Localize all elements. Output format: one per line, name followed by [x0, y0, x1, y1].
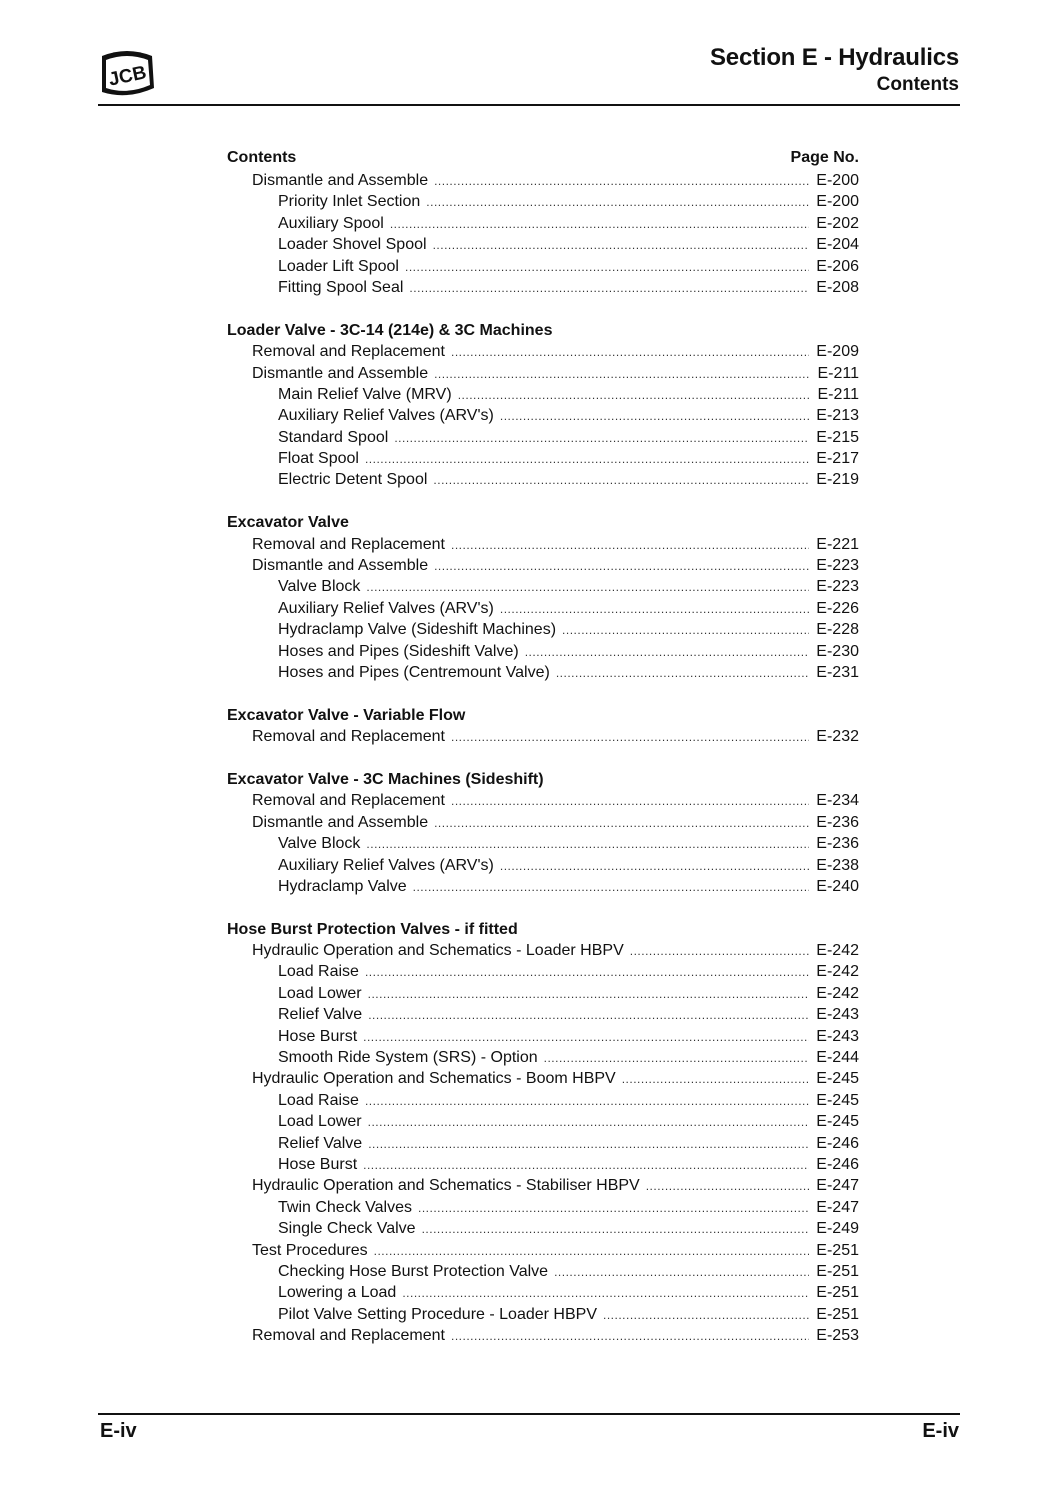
- jcb-logo: [96, 46, 158, 102]
- dot-leader: [365, 449, 809, 470]
- toc-entry-page: E-251: [816, 1241, 859, 1259]
- toc-group-heading: Hose Burst Protection Valves - if fitted: [227, 920, 518, 938]
- toc-entry[interactable]: [227, 1197, 859, 1218]
- toc-entry-title: Dismantle and Assemble: [252, 172, 429, 189]
- toc-entry[interactable]: [227, 1133, 859, 1154]
- dot-leader: [363, 1155, 809, 1176]
- dot-leader: [451, 1326, 809, 1347]
- toc-entry-title: Auxiliary Relief Valves (ARV's): [278, 599, 494, 617]
- toc-entry-page: E-230: [816, 642, 859, 660]
- toc-entry-title: Auxiliary Relief Valves (ARV's): [278, 407, 494, 425]
- dot-leader: [434, 813, 809, 834]
- toc-group-heading: Excavator Valve - 3C Machines (Sideshift): [227, 770, 544, 788]
- toc-entry[interactable]: [227, 961, 859, 982]
- toc-entry-title: Removal and Replacement: [252, 343, 445, 361]
- toc-entry-page: E-236: [816, 813, 859, 831]
- toc-entry[interactable]: [227, 833, 859, 854]
- toc-entry[interactable]: [227, 619, 859, 640]
- toc-entry-page: E-209: [816, 343, 859, 361]
- toc-entry-title: Hose Burst: [278, 1027, 358, 1045]
- toc-entry[interactable]: [227, 1026, 859, 1047]
- toc-entry-page: E-228: [816, 621, 859, 639]
- toc-entry[interactable]: [227, 277, 859, 298]
- toc-entry-title: Single Check Valve: [278, 1220, 416, 1238]
- toc-entry-page: E-251: [816, 1305, 859, 1323]
- toc-entry-page: E-200: [816, 193, 859, 211]
- toc-group-heading: Excavator Valve - Variable Flow: [227, 706, 466, 724]
- toc-entry-title: Load Lower: [278, 984, 362, 1002]
- toc-entry[interactable]: [227, 555, 859, 576]
- toc-entry-title: Auxiliary Spool: [278, 214, 384, 232]
- footer-page-right: E-iv: [922, 1420, 959, 1442]
- toc-entry[interactable]: [227, 469, 859, 490]
- toc-entry-page: E-242: [816, 963, 859, 981]
- toc-entry-page: E-204: [816, 236, 859, 254]
- header-rule: [98, 104, 960, 106]
- dot-leader: [544, 1048, 809, 1069]
- toc-entry-title: Load Raise: [278, 1091, 359, 1109]
- dot-leader: [394, 428, 809, 449]
- toc-entry[interactable]: [227, 726, 859, 747]
- dot-leader: [433, 470, 809, 491]
- toc-entry[interactable]: [227, 1154, 859, 1175]
- toc-entry[interactable]: [227, 448, 859, 469]
- toc-group-heading: Loader Valve - 3C-14 (214e) & 3C Machines: [227, 321, 553, 339]
- toc-entry-page: E-251: [816, 1262, 859, 1280]
- dot-leader: [366, 577, 809, 598]
- toc-entry-title: Relief Valve: [278, 1006, 363, 1024]
- toc-entry-title: Hoses and Pipes (Centremount Valve): [278, 663, 550, 681]
- section-title: Section E - Hydraulics: [709, 44, 959, 71]
- toc-entry-page: E-243: [816, 1027, 859, 1045]
- toc-entry-page: E-245: [816, 1091, 859, 1109]
- toc-entry[interactable]: [227, 876, 859, 897]
- toc-entry-title: Hydraclamp Valve (Sideshift Machines): [278, 621, 557, 639]
- toc-entry-title: Removal and Replacement: [252, 535, 445, 553]
- toc-entry-page: E-208: [816, 278, 859, 296]
- dot-leader: [409, 278, 809, 299]
- toc-entry[interactable]: [227, 855, 859, 876]
- toc-entry[interactable]: [227, 256, 859, 277]
- toc-entry-page: E-242: [816, 942, 859, 960]
- toc-entry-title: Float Spool: [278, 450, 359, 468]
- toc-entry-page: E-211: [817, 364, 859, 382]
- toc-entry-title: Loader Lift Spool: [278, 257, 399, 275]
- toc-entry[interactable]: [227, 1068, 859, 1089]
- dot-leader: [434, 171, 809, 192]
- toc-entry[interactable]: [227, 662, 859, 683]
- toc-entry-page: E-217: [816, 450, 859, 468]
- toc-entry-page: E-246: [816, 1134, 859, 1152]
- toc-entry-title: Priority Inlet Section: [278, 193, 421, 211]
- toc-entry-page: E-213: [816, 407, 859, 425]
- toc-entry-page: E-219: [816, 471, 859, 489]
- toc-entry-title: Lowering a Load: [278, 1284, 397, 1302]
- toc-entry-title: Twin Check Valves: [278, 1198, 412, 1216]
- dot-leader: [646, 1176, 809, 1197]
- logo-text: JCB: [106, 62, 149, 91]
- toc-entry-page: E-247: [816, 1177, 859, 1195]
- toc-entry-page: E-243: [816, 1006, 859, 1024]
- toc-entry-page: E-247: [816, 1198, 859, 1216]
- dot-leader: [413, 877, 809, 898]
- dot-leader: [451, 727, 809, 748]
- dot-leader: [451, 535, 809, 556]
- toc-entry[interactable]: [227, 1111, 859, 1132]
- dot-leader: [603, 1305, 809, 1326]
- dot-leader: [405, 257, 809, 278]
- toc-entry-title: Hydraclamp Valve: [278, 877, 407, 895]
- toc-entry-title: Hydraulic Operation and Schematics - Boom HBPV: [252, 1070, 616, 1088]
- dot-leader: [458, 385, 809, 406]
- toc-group-heading: Excavator Valve: [227, 514, 349, 532]
- toc-entry-page: E-202: [816, 214, 859, 232]
- dot-leader: [390, 214, 809, 235]
- toc-entry[interactable]: [227, 940, 859, 961]
- dot-leader: [554, 1262, 809, 1283]
- dot-leader: [434, 364, 809, 385]
- toc-entry-title: Standard Spool: [278, 428, 389, 446]
- toc-entry-title: Relief Valve: [278, 1134, 363, 1152]
- toc-entry-page: E-234: [816, 792, 859, 810]
- toc-entry-page: E-245: [816, 1113, 859, 1131]
- toc-entry[interactable]: [227, 1261, 859, 1282]
- toc-entry[interactable]: [227, 812, 859, 833]
- dot-leader: [525, 642, 809, 663]
- dot-leader: [363, 1027, 809, 1048]
- dot-leader: [422, 1219, 809, 1240]
- toc-entry-title: Hoses and Pipes (Sideshift Valve): [278, 642, 519, 660]
- footer-rule: [98, 1413, 960, 1415]
- toc-entry-title: Removal and Replacement: [252, 1327, 445, 1345]
- toc-entry-title: Smooth Ride System (SRS) - Option: [278, 1049, 538, 1067]
- dot-leader: [368, 1134, 809, 1155]
- dot-leader: [365, 962, 809, 983]
- toc-entry-title: Auxiliary Relief Valves (ARV's): [278, 856, 494, 874]
- toc-entry-title: Test Procedures: [252, 1241, 368, 1259]
- toc-entry-page: E-244: [816, 1049, 859, 1067]
- toc-entry[interactable]: [227, 598, 859, 619]
- dot-leader: [630, 941, 809, 962]
- toc-entry-page: E-249: [816, 1220, 859, 1238]
- dot-leader: [426, 192, 809, 213]
- toc-entry-title: Loader Shovel Spool: [278, 236, 427, 254]
- toc-entry[interactable]: [227, 234, 859, 255]
- toc-entry-title: Dismantle and Assemble: [252, 557, 429, 575]
- toc-entry[interactable]: [227, 1175, 859, 1196]
- toc-entry-page: E-253: [816, 1327, 859, 1345]
- toc-entry-title: Load Lower: [278, 1113, 362, 1131]
- toc-entry-page: E-232: [816, 728, 859, 746]
- dot-leader: [434, 556, 809, 577]
- toc-entry[interactable]: [227, 384, 859, 405]
- toc-header-contents: Contents: [227, 149, 297, 166]
- toc-entry-title: Hydraulic Operation and Schematics - Stabiliser HBPV: [252, 1177, 640, 1195]
- dot-leader: [418, 1198, 809, 1219]
- toc-entry-title: Hose Burst: [278, 1155, 358, 1173]
- toc-entry-page: E-200: [816, 172, 859, 189]
- toc-body: [227, 170, 859, 1346]
- toc-entry[interactable]: [227, 983, 859, 1004]
- toc-entry-page: E-226: [816, 599, 859, 617]
- toc-entry-page: E-221: [816, 535, 859, 553]
- toc-entry[interactable]: [227, 790, 859, 811]
- toc-entry[interactable]: [227, 576, 859, 597]
- toc-entry-title: Fitting Spool Seal: [278, 278, 404, 296]
- toc-entry-page: E-246: [816, 1155, 859, 1173]
- toc-entry-page: E-236: [816, 835, 859, 853]
- dot-leader: [368, 1112, 809, 1133]
- toc-entry-page: E-240: [816, 877, 859, 895]
- toc-entry-page: E-251: [816, 1284, 859, 1302]
- dot-leader: [402, 1283, 809, 1304]
- toc-entry-title: Dismantle and Assemble: [252, 364, 429, 382]
- toc-header: [227, 146, 859, 170]
- toc-entry-title: Checking Hose Burst Protection Valve: [278, 1262, 549, 1280]
- toc-entry[interactable]: [227, 427, 859, 448]
- toc-entry-page: E-215: [816, 428, 859, 446]
- dot-leader: [500, 599, 809, 620]
- toc-entry[interactable]: [227, 341, 859, 362]
- dot-leader: [500, 406, 809, 427]
- toc-entry[interactable]: [227, 1218, 859, 1239]
- toc-entry-title: Electric Detent Spool: [278, 471, 428, 489]
- dot-leader: [556, 663, 809, 684]
- toc-entry[interactable]: [227, 1325, 859, 1346]
- toc-entry-title: Dismantle and Assemble: [252, 813, 429, 831]
- footer-page-left: E-iv: [100, 1420, 137, 1442]
- toc-entry-page: E-245: [816, 1070, 859, 1088]
- toc-entry-page: E-238: [816, 856, 859, 874]
- toc-entry[interactable]: [227, 191, 859, 212]
- dot-leader: [562, 620, 809, 641]
- dot-leader: [451, 791, 809, 812]
- toc-entry-title: Valve Block: [278, 835, 361, 853]
- dot-leader: [433, 235, 809, 256]
- dot-leader: [368, 984, 809, 1005]
- dot-leader: [366, 834, 809, 855]
- toc-entry[interactable]: [227, 213, 859, 234]
- dot-leader: [500, 856, 809, 877]
- toc-entry-title: Pilot Valve Setting Procedure - Loader HBPV: [278, 1305, 597, 1323]
- dot-leader: [368, 1005, 809, 1026]
- toc-entry[interactable]: [227, 1240, 859, 1261]
- toc-entry[interactable]: [227, 1004, 859, 1025]
- toc-entry[interactable]: [227, 363, 859, 384]
- toc-entry[interactable]: [227, 405, 859, 426]
- toc-entry[interactable]: [227, 1282, 859, 1303]
- toc-entry-page: E-242: [816, 984, 859, 1002]
- toc-entry-title: Load Raise: [278, 963, 359, 981]
- toc-entry[interactable]: [227, 534, 859, 555]
- toc-entry-title: Removal and Replacement: [252, 792, 445, 810]
- toc-entry-title: Valve Block: [278, 578, 361, 596]
- toc-entry[interactable]: [227, 170, 859, 191]
- toc-entry-page: E-206: [816, 257, 859, 275]
- toc-header-page-no: Page No.: [790, 149, 859, 166]
- dot-leader: [451, 342, 809, 363]
- toc-entry-page: E-231: [816, 663, 859, 681]
- dot-leader: [365, 1091, 809, 1112]
- toc-entry[interactable]: [227, 1047, 859, 1068]
- toc-entry-title: Hydraulic Operation and Schematics - Loader HBPV: [252, 942, 624, 960]
- dot-leader: [374, 1241, 809, 1262]
- toc-entry-page: E-223: [816, 557, 859, 575]
- toc-entry[interactable]: [227, 1090, 859, 1111]
- toc-entry[interactable]: [227, 1304, 859, 1325]
- toc-entry-page: E-211: [817, 385, 859, 403]
- table-of-contents: [227, 146, 859, 1346]
- toc-entry[interactable]: [227, 641, 859, 662]
- dot-leader: [622, 1069, 809, 1090]
- toc-entry-title: Removal and Replacement: [252, 728, 445, 746]
- toc-entry-page: E-223: [816, 578, 859, 596]
- section-subtitle: Contents: [876, 74, 959, 95]
- toc-entry-title: Main Relief Valve (MRV): [278, 385, 452, 403]
